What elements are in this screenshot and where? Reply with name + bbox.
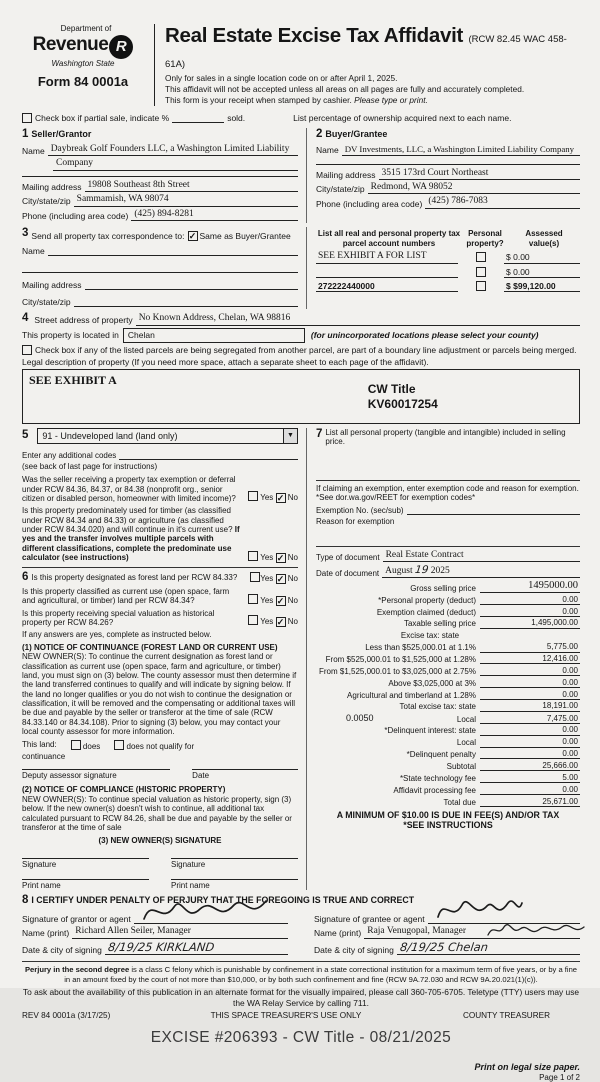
tier2-label: From $525,000.01 to $1,525,000 at 1.28% [325,655,476,665]
local-tax-value[interactable]: 7,475.00 [480,714,580,724]
reason-for-exemption-label: Reason for exemption [316,517,395,527]
title-order-number: KV60017254 [367,396,438,411]
delinquent-interest-local-value[interactable]: 0.00 [480,737,580,747]
type-of-document-label: Type of document [316,552,380,562]
street-address-label: Street address of property [34,315,133,326]
exemption-no-field[interactable] [407,504,580,515]
correspondence-name-label: Name [22,245,45,256]
street-address-value[interactable]: No Known Address, Chelan, WA 98816 [136,313,580,325]
assessed-value-3[interactable]: $99,120.00 [513,280,556,291]
section-5-number: 5 [22,429,29,442]
perjury-notice [22,965,580,984]
grantee-name-value-wrap[interactable] [364,926,580,938]
grantor-signature-label: Signature of grantor or agent [22,913,131,924]
owner-print-name-field-2[interactable] [171,879,298,890]
personal-property-deduct-label: *Personal property (deduct) [378,595,476,605]
grantor-signature-field[interactable] [134,912,288,924]
minimum-due-note: A MINIMUM OF $10.00 IS DUE IN FEE(S) AND/OR TAX [336,809,560,820]
buyer-phone-label: Phone (including area code) [316,198,423,209]
q5-yes-checkbox[interactable] [248,615,258,625]
grantor-signature [140,895,270,925]
q1-no-checkbox[interactable]: ✓ [276,493,285,504]
codes-instructions-note: (see back of last page for instructions) [22,461,158,471]
revenue-wordmark: Revenue [32,33,109,55]
legal-description-label: Legal description of property (If you need more space, attach a separate sheet to each page of the affidavit). [22,356,429,367]
tier2-value[interactable]: 12,416.00 [480,654,580,664]
correspondence-city-label: City/state/zip [22,296,71,307]
title-company-name: CW Title [367,381,416,396]
timber-agriculture-question: Is this property predominately used for timber (as classified under RCW 84.34 and 84.33) or agriculture (as classified under RCW 84.34.020) and will continue in it's current use? [22,506,235,535]
grantor-date-label: Date & city of signing [22,945,102,956]
print-name-label: Print name [22,880,61,890]
county-select[interactable]: Chelan [123,328,305,343]
personal-property-checkbox-1[interactable] [476,252,486,262]
dept-of-label: Department of [60,24,112,33]
assessed-value-col-header: Assessed value(s) [525,228,563,248]
notice-continuance-body: NEW OWNER(S): To continue the current designation as forest land or classification as current use (open space, farm and agriculture, or timber) land, you must sign on (3) below. The county assessor must then determine if the land transferred continues to qualify and will indicate by signing below. If the land no longer qualifies or you do not wish to continue the designation or classification, it will be removed and the compensating or additional taxes will be due and payable by the seller or transferor at the time of sale (RCW 84.33.140 or 84.34.108). Prior to signing (3) below, you may contact your local county assessor for more information. [22,652,297,737]
no-label: No [287,552,298,562]
grantor-date-value[interactable]: 8/19/25 KIRKLAND [107,939,216,954]
title-company-stamp [368,382,438,412]
delinquent-interest-state-label: *Delinquent interest: state [384,726,476,736]
q5-no-checkbox[interactable]: ✓ [276,617,285,628]
exemption-no-label: Exemption No. (sec/sub) [316,506,404,516]
this-land-label: This land: [22,740,57,750]
assessed-value-2[interactable]: 0.00 [513,266,530,277]
tier3-value[interactable]: 0.00 [480,666,580,676]
yes-label: Yes [260,595,274,605]
exemption-note: If claiming an exemption, enter exemption code and reason for exemption. *See dor.wa.gov/REET for exemption codes* [316,483,579,503]
grantee-signature-block [314,910,580,957]
personal-property-deduct-value[interactable]: 0.00 [480,595,580,605]
revenue-swirl-icon: R [109,35,133,59]
buyer-city-value[interactable]: Redmond, WA 98052 [368,182,580,194]
tier4-value[interactable]: 0.00 [480,678,580,688]
correspondence-mailing-field[interactable] [85,279,298,290]
section-3-number: 3 [22,226,29,239]
correspondence-mailing-label: Mailing address [22,279,82,290]
forest-land-question: Is this property designated as forest land per RCW 84.33? [31,572,238,582]
partial-sale-row [22,113,580,123]
rev-number: REV 84 0001a (3/17/25) [22,1011,111,1021]
owner-signature-field-2[interactable] [171,858,298,869]
yes-label: Yes [260,574,274,583]
located-in-label: This property is located in [22,329,119,340]
parcel-number-1[interactable]: SEE EXHIBIT A FOR LIST [316,251,458,263]
parcel-list [306,227,580,309]
title-text: Real Estate Excise Tax Affidavit [165,24,464,47]
notice-compliance-body: NEW OWNER(S): To continue special valuation as historic property, sign (3) below. If the new owner(s) doesn't wish to continue, all additional tax calculated pursuant to RCW 84.26, shall be due and payable by the seller or transferor at the time of sale [22,794,292,832]
notice-compliance-title: (2) NOTICE OF COMPLIANCE (HISTORIC PROPERTY) [22,785,226,795]
subtitle-3-text: This form is your receipt when stamped by cashier. [165,95,355,106]
does-not-label: does not qualify for [126,742,195,752]
type-of-document-value[interactable]: Real Estate Contract [383,550,580,562]
state-technology-fee-label: *State technology fee [399,773,476,783]
local-rate-value: 0.0050 [346,713,374,724]
signature-label: Signature [22,859,57,869]
section-2-number: 2 [316,128,323,141]
partial-sale-label: Check box if partial sale, indicate % [35,113,170,124]
dor-logo [22,24,144,106]
exemption-deferral-question: Was the seller receiving a property tax exemption or deferral under RCW 84.36, 84.37, or 84.38 (nonprofit org., senior citizen or disabled person, homeowner with limited income)? [22,475,236,504]
perjury-rest: is a class C felony which is punishable by confinement in a state correctional institution for a maximum term of five years, or by a fine in an amount fixed by the court of not more than $10,000, or by both such confinement and fine (RCW 9A.72.030 and RCW 9A.20.021(1)(c)). [64,965,578,984]
seller-name-value[interactable]: Daybreak Golf Founders LLC, a Washington Limited Liability [48,144,298,156]
segregated-checkbox[interactable] [22,345,32,355]
buyer-city-label: City/state/zip [316,184,365,195]
see-instructions-note: *SEE INSTRUCTIONS [403,820,493,831]
section-7-tax-column [306,428,580,890]
affidavit-processing-fee-value[interactable]: 0.00 [480,785,580,795]
deputy-assessor-label: Deputy assessor signature [22,771,117,781]
chevron-down-icon[interactable]: ▼ [283,429,297,443]
date-of-document-label: Date of document [316,568,380,578]
page-number: Page 1 of 2 [539,1072,580,1082]
deputy-assessor-signature-field[interactable] [22,769,170,780]
grantee-name-value: Raja Venugopal, Manager [367,926,466,937]
total-due-value[interactable]: 25,671.00 [480,797,580,807]
excise-stamp: EXCISE #206393 - CW Title - 08/21/2025 [150,1029,452,1047]
same-as-buyer-checkbox[interactable]: ✓ [188,230,197,241]
print-name-label: Print name [171,880,210,890]
tier1-label: Less than $525,000.01 at 1.1% [365,643,476,653]
subtotal-value[interactable]: 25,666.00 [480,761,580,771]
seller-mailing-label: Mailing address [22,182,82,193]
additional-codes-field[interactable] [119,449,298,460]
perjury-lead: Perjury in the second degree [24,965,130,975]
legal-description-value: SEE EXHIBIT A [29,372,117,387]
buyer-phone-value[interactable]: (425) 786-7083 [425,196,580,208]
land-use-code-select[interactable] [37,428,298,444]
q4-no-checkbox[interactable]: ✓ [276,595,285,606]
owner-print-name-field-1[interactable] [22,879,149,890]
section-6-number: 6 [22,570,29,583]
signature-label: Signature [171,859,206,869]
section-2-buyer [306,128,580,223]
partial-sale-sold-label: sold. [227,113,246,124]
parcel-row [316,267,580,278]
grantee-date-value[interactable]: 8/19/25 Chelan [399,939,489,954]
partial-sale-percent-field[interactable] [172,122,224,123]
taxable-selling-price-value[interactable]: 1,495,000.00 [480,618,580,628]
title-rcw: (RCW 82.45 WAC 458-61A) [165,34,567,70]
section-8-number: 8 [22,894,29,907]
date-day-handwritten: 19 [414,563,430,576]
buyer-name-label: Name [316,145,339,156]
same-as-buyer-label: Same as Buyer/Grantee [199,230,291,241]
section-1-seller [22,128,306,223]
personal-property-checkbox-2[interactable] [476,267,486,277]
form-header [22,24,580,106]
current-use-question: Is this property classified as current use (open space, farm and agricultural, or timber) land per RCW 84.34? [22,587,230,606]
gross-selling-price-value[interactable]: 1495000.00 [480,580,580,593]
q4-yes-checkbox[interactable] [248,594,258,604]
accessibility-notice: To ask about the availability of this publication in an alternate format for the visually impaired, please call 360-705-6705. Teletype (TTY) users may use the WA Relay Service by calling 711. [22,987,580,1008]
print-size-note: Print on legal size paper. [474,1061,580,1072]
gross-selling-price-label: Gross selling price [410,583,476,593]
dollar-sign: $ [506,266,511,277]
date-month: August [385,565,413,576]
new-owners-signature-title: (3) NEW OWNER(S) SIGNATURE [98,836,222,846]
personal-property-intro: List all personal property (tangible and intangible) included in selling price. [325,427,566,447]
subtitle-2: This affidavit will not be accepted unless all areas on all pages are fully and accurately completed. [165,84,525,95]
additional-codes-label: Enter any additional codes [22,450,117,460]
agricultural-timberland-label: Agricultural and timberland at 1.28% [347,690,476,700]
grantee-name-handwriting [486,921,586,939]
no-label: No [287,617,298,627]
footer-row [22,1011,580,1021]
subtitle-1: Only for sales in a single location code on or after April 1, 2025. [165,73,398,84]
parcel-col-header: List all real and personal property tax parcel account numbers [317,228,461,248]
correspondence-name-field-2[interactable] [22,262,298,273]
delinquent-interest-state-value[interactable]: 0.00 [480,725,580,735]
grantee-name-label: Name (print) [314,928,362,939]
correspondence-city-field[interactable] [74,296,298,307]
section-4-number: 4 [22,311,29,324]
date-label: Date [192,771,210,781]
grantor-name-value[interactable]: Richard Allen Seiler, Manager [72,926,288,938]
exemption-claimed-label: Exemption claimed (deduct) [376,607,476,617]
section-8-certification [22,894,580,957]
owner-signature-field-1[interactable] [22,858,149,869]
seller-phone-value[interactable]: (425) 894-8281 [131,209,298,221]
ownership-percent-note: List percentage of ownership acquired next to each name. [293,113,512,124]
treasurer-use-label: THIS SPACE TREASURER'S USE ONLY [210,1011,362,1021]
section-1-number: 1 [22,128,29,141]
unincorporated-note: (for unincorporated locations please select your county) [310,329,539,340]
total-excise-state-label: Total excise tax: state [399,702,476,712]
section-3-correspondence [22,227,306,309]
does-not-checkbox[interactable] [114,740,124,750]
subtitle-3-italic: Please type or print. [354,95,428,106]
county-treasurer-label: COUNTY TREASURER [462,1011,550,1021]
yes-label: Yes [260,617,274,627]
state-technology-fee-value[interactable]: 5.00 [480,773,580,783]
delinquent-interest-local-label: Local [456,738,476,748]
agricultural-timberland-value[interactable]: 0.00 [480,690,580,700]
grantee-signature-label: Signature of grantee or agent [314,913,425,924]
seller-city-value[interactable]: Sammamish, WA 98074 [74,194,298,206]
washington-state-label: Washington State [51,59,115,69]
does-label: does [82,742,101,752]
legal-description-box[interactable] [22,369,580,424]
partial-sale-checkbox[interactable] [22,113,32,123]
tier4-label: Above $3,025,000 at 3% [388,678,476,688]
dollar-sign: $ [506,280,511,291]
seller-name-label: Name [22,146,45,157]
land-use-code-value: 91 - Undeveloped land (land only) [42,430,178,441]
affidavit-processing-fee-label: Affidavit processing fee [393,785,476,795]
q2-yes-checkbox[interactable] [248,551,258,561]
deputy-date-field[interactable] [192,769,298,780]
if-yes-note: If any answers are yes, complete as instructed below. [22,630,212,640]
seller-heading: Seller/Grantor [31,129,92,140]
delinquent-penalty-label: *Delinquent penalty [406,750,476,760]
correspondence-name-field[interactable] [48,245,298,256]
buyer-mailing-label: Mailing address [316,169,376,180]
excise-tax-state-heading: Excise tax: state [400,630,460,640]
seller-phone-label: Phone (including area code) [22,210,129,221]
subtitle-3 [165,96,580,106]
no-label: No [287,574,298,583]
q2-no-checkbox[interactable]: ✓ [276,552,285,563]
total-excise-state-value[interactable]: 18,191.00 [480,701,580,711]
no-label: No [287,595,298,605]
personal-property-col-header: Personal property? [466,228,504,248]
total-due-label: Total due [443,797,476,807]
q3-no-checkbox[interactable]: ✓ [276,574,285,584]
correspondence-label: Send all property tax correspondence to: [31,230,185,241]
date-of-document-value[interactable] [382,564,580,578]
yes-label: Yes [260,552,274,562]
segregated-label: Check box if any of the listed parcels are being segregated from another parcel, are part of a boundary line adjustment or parcels being merged. [35,344,577,355]
parcel-number-2[interactable] [316,267,458,278]
date-year: 2025 [430,565,450,576]
yes-label: Yes [260,493,274,503]
no-label: No [287,493,298,503]
q3-yes-checkbox[interactable] [250,572,260,582]
grantor-name-label: Name (print) [22,928,70,939]
grantee-date-label: Date & city of signing [314,945,394,956]
tier3-label: From $1,525,000.01 to $3,025,000 at 2.75% [318,666,476,676]
exemption-claimed-value[interactable]: 0.00 [480,607,580,617]
personal-property-checkbox-3[interactable] [476,281,486,291]
certify-statement: I CERTIFY UNDER PENALTY OF PERJURY THAT THE FOREGOING IS TRUE AND CORRECT [31,895,415,906]
assessed-value-1[interactable]: 0.00 [513,252,530,263]
parcel-number-3[interactable]: 272222440000 [316,281,458,292]
dollar-sign: $ [506,252,511,263]
buyer-mailing-value[interactable]: 3515 173rd Court Northeast [379,168,580,180]
title-block [154,24,580,106]
section-4-property [22,312,580,424]
q1-yes-checkbox[interactable] [248,491,258,501]
page-title [165,24,580,73]
buyer-name-value[interactable]: DV Investments, LLC, a Washington Limited Liability Company [342,144,580,156]
notice-continuance-title: (1) NOTICE OF CONTINUANCE (FOREST LAND OR CURRENT USE) [22,642,278,652]
section-7-number: 7 [316,427,323,440]
sections-5-6-column [22,428,306,890]
predominate-use-note: If yes and the transfer involves multiple parcels with different classifications, complete the predominate use calculator (see instructions) [22,525,240,563]
seller-name-value-2[interactable]: Company [53,158,298,170]
buyer-heading: Buyer/Grantee [325,129,388,140]
seller-mailing-value[interactable]: 19808 Southeast 8th Street [85,180,298,192]
parcel-row [316,251,580,263]
does-checkbox[interactable] [71,740,81,750]
historical-property-question: Is this property receiving special valuation as historical property per RCW 84.26? [22,608,215,628]
delinquent-penalty-value[interactable]: 0.00 [480,749,580,759]
seller-city-label: City/state/zip [22,196,71,207]
continuance-label: continuance [22,751,66,761]
tier1-value[interactable]: 5,775.00 [480,642,580,652]
taxable-selling-price-label: Taxable selling price [403,619,476,629]
local-tax-label: Local [456,714,476,724]
subtotal-label: Subtotal [446,761,476,771]
form-number: Form 84 0001a [37,73,129,89]
parcel-row [316,281,580,292]
grantor-signature-block [22,910,288,957]
